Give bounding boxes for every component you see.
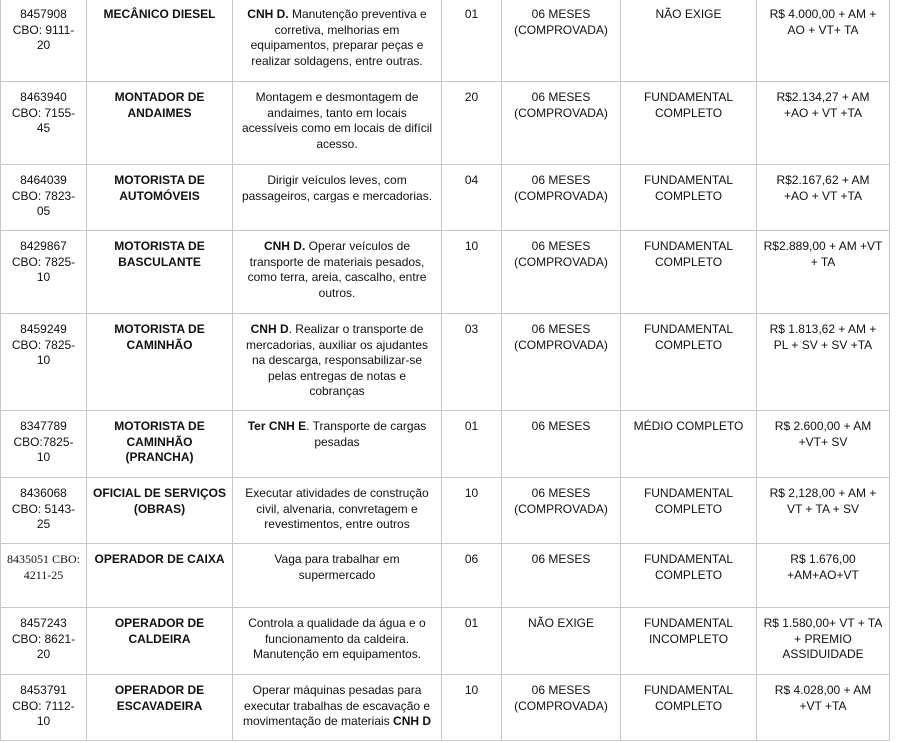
job-description-bold: CNH D. (247, 7, 289, 21)
job-salary: R$ 1.813,62 + AM + PL + SV + SV +TA (757, 314, 890, 411)
job-openings: 10 (442, 231, 502, 314)
job-salary: R$2.889,00 + AM +VT + TA (757, 231, 890, 314)
job-title: MOTORISTA DE BASCULANTE (87, 231, 233, 314)
job-description-bold: CNH D (250, 322, 289, 336)
job-code: 8347789 CBO:7825-10 (1, 411, 87, 478)
job-experience: 06 MESES (COMPROVADA) (502, 314, 621, 411)
job-code: 8435051 CBO: 4211-25 (1, 544, 87, 608)
job-experience: 06 MESES (502, 544, 621, 608)
job-title: MONTADOR DE ANDAIMES (87, 82, 233, 165)
job-description-bold: CNH D (393, 714, 432, 728)
job-education: FUNDAMENTAL COMPLETO (621, 231, 757, 314)
job-description-text: Dirigir veículos leves, com passageiros, cargas e mercadorias. (241, 173, 433, 203)
table-row (1, 314, 890, 411)
job-salary: R$ 1.676,00 +AM+AO+VT (757, 544, 890, 608)
job-experience: NÃO EXIGE (502, 608, 621, 675)
job-description-text: Manutenção preventiva e corretiva, melhorias em equipamentos, preparar peças e realizar soldagens, entre outras. (250, 7, 427, 68)
job-title: MOTORISTA DE CAMINHÃO (87, 314, 233, 411)
job-description (233, 608, 442, 675)
job-description (233, 0, 442, 82)
table-row (1, 608, 890, 675)
job-code: 8459249 CBO: 7825-10 (1, 314, 87, 411)
job-code: 8453791 CBO: 7112-10 (1, 675, 87, 741)
job-openings: 10 (442, 478, 502, 544)
job-description-text: . Transporte de cargas pesadas (306, 419, 427, 449)
job-title: OPERADOR DE CAIXA (87, 544, 233, 608)
job-salary: R$2.167,62 + AM +AO + VT +TA (757, 165, 890, 231)
job-experience: 06 MESES (COMPROVADA) (502, 478, 621, 544)
job-code: 8457908 CBO: 9111-20 (1, 0, 87, 82)
job-description (233, 478, 442, 544)
job-salary: R$ 2,128,00 + AM + VT + TA + SV (757, 478, 890, 544)
job-title: MOTORISTA DE CAMINHÃO (PRANCHA) (87, 411, 233, 478)
job-openings: 20 (442, 82, 502, 165)
job-description-text: Controla a qualidade da água e o funcionamento da caldeira. Manutenção em equipamentos. (248, 616, 426, 661)
job-description (233, 544, 442, 608)
job-education: FUNDAMENTAL COMPLETO (621, 544, 757, 608)
job-education: FUNDAMENTAL COMPLETO (621, 675, 757, 741)
job-description-text: Operar veículos de transporte de materiais pesados, como terra, areia, cascalho, entre outros. (247, 239, 427, 300)
job-description (233, 165, 442, 231)
job-experience: 06 MESES (COMPROVADA) (502, 0, 621, 82)
job-description (233, 314, 442, 411)
job-description-bold: CNH D. (263, 239, 306, 253)
job-experience (502, 82, 621, 165)
job-code: 8436068 CBO: 5143-25 (1, 478, 87, 544)
job-experience: 06 MESES (502, 411, 621, 478)
job-description-text: . Realizar o transporte de mercadorias, auxiliar os ajudantes na descarga, responsabilizar-se pelas entregas de notas e cobranças (245, 322, 429, 398)
job-title: OFICIAL DE SERVIÇOS (OBRAS) (87, 478, 233, 544)
job-salary: R$ 2.600,00 + AM +VT+ SV (757, 411, 890, 478)
job-description (233, 675, 442, 741)
job-title: MECÂNICO DIESEL (87, 0, 233, 82)
job-education: FUNDAMENTAL COMPLETO (621, 478, 757, 544)
job-openings: 01 (442, 411, 502, 478)
job-title: OPERADOR DE CALDEIRA (87, 608, 233, 675)
job-experience: 06 MESES (COMPROVADA) (502, 231, 621, 314)
job-education: MÉDIO COMPLETO (621, 411, 757, 478)
job-openings: 01 (442, 608, 502, 675)
job-openings: 03 (442, 314, 502, 411)
job-education: NÃO EXIGE (621, 0, 757, 82)
job-education: FUNDAMENTAL COMPLETO (621, 314, 757, 411)
table-row (1, 0, 890, 82)
job-salary: R$2.134,27 + AM +AO + VT +TA (757, 82, 890, 165)
table-row (1, 544, 890, 608)
table-row (1, 478, 890, 544)
job-experience: 06 MESES (COMPROVADA) (502, 165, 621, 231)
job-education: FUNDAMENTAL INCOMPLETO (621, 608, 757, 675)
job-description (233, 82, 442, 165)
job-description-bold: Ter CNH E (247, 419, 307, 433)
job-experience: 06 MESES (COMPROVADA) (502, 675, 621, 741)
table-row (1, 165, 890, 231)
job-openings: 01 (442, 0, 502, 82)
job-openings: 10 (442, 675, 502, 741)
job-title: MOTORISTA DE AUTOMÓVEIS (87, 165, 233, 231)
job-education: FUNDAMENTAL COMPLETO (621, 165, 757, 231)
job-description-text: Executar atividades de construção civil, alvenaria, convretagem e revestimentos, entre outros (245, 486, 429, 531)
job-description (233, 411, 442, 478)
job-education: FUNDAMENTAL COMPLETO (621, 82, 757, 165)
job-salary: R$ 1.580,00+ VT + TA + PREMIO ASSIDUIDADE (757, 608, 890, 675)
table-row (1, 675, 890, 741)
job-code: 8463940 CBO: 7155-45 (1, 82, 87, 165)
table-row (1, 231, 890, 314)
job-openings: 04 (442, 165, 502, 231)
table-row (1, 411, 890, 478)
job-description-text: Vaga para trabalhar em supermercado (274, 552, 400, 582)
job-code: 8429867 CBO: 7825-10 (1, 231, 87, 314)
job-experience-text: 06 MESES (COMPROVADA) (514, 90, 608, 120)
job-salary: R$ 4.028,00 + AM +VT +TA (757, 675, 890, 741)
job-title: OPERADOR DE ESCAVADEIRA (87, 675, 233, 741)
job-description (233, 231, 442, 314)
job-code: 8457243 CBO: 8621-20 (1, 608, 87, 675)
job-salary: R$ 4.000,00 + AM + AO + VT+ TA (757, 0, 890, 82)
job-description-text: Montagem e desmontagem de andaimes, tanto em locais acessíveis como em locais de difícil acesso. (241, 90, 433, 151)
job-description-text: Operar máquinas pesadas para executar trabalhas de escavação e movimentação de materiais (242, 683, 431, 728)
table-row (1, 82, 890, 165)
job-code: 8464039 CBO: 7823-05 (1, 165, 87, 231)
job-openings: 06 (442, 544, 502, 608)
